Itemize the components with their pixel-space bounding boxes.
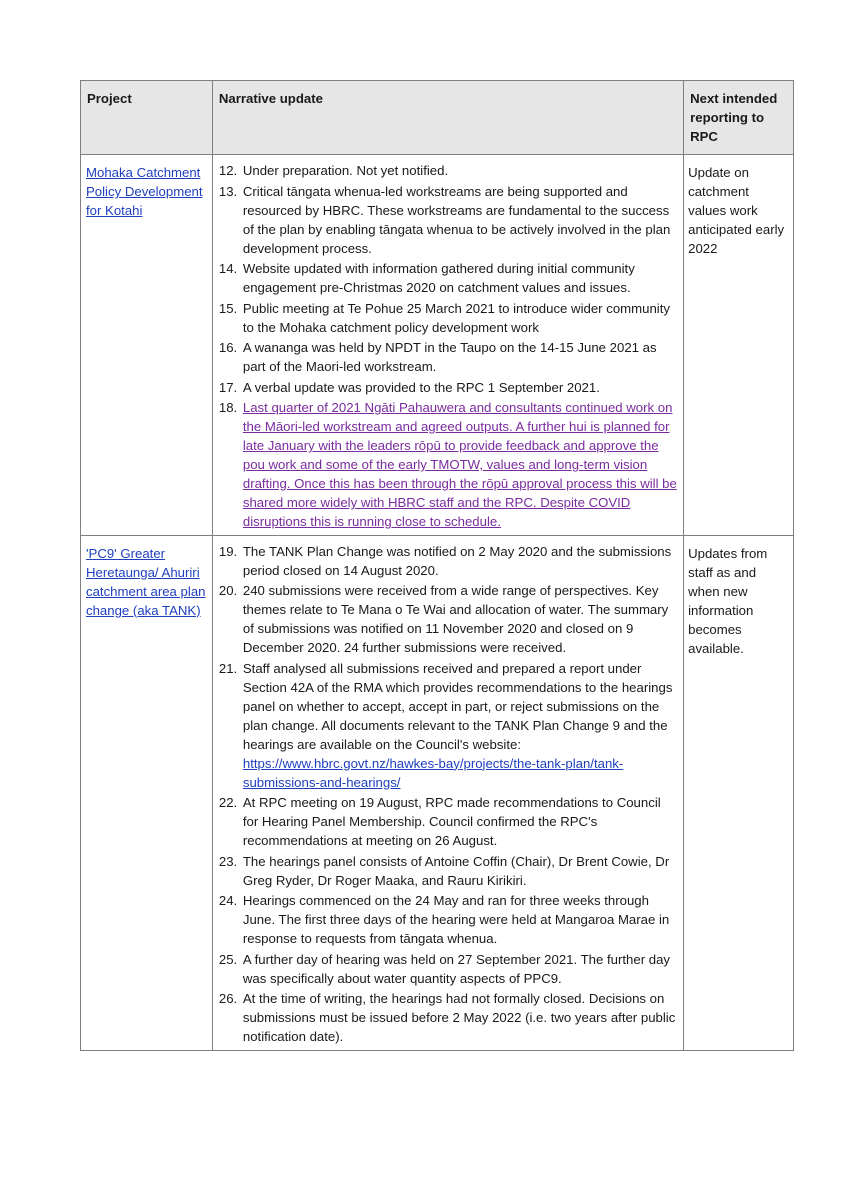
item-number: 16.	[218, 340, 238, 355]
list-item	[216, 542, 677, 580]
list-item	[216, 259, 677, 297]
list-item	[216, 378, 677, 397]
project-update-table	[80, 80, 794, 1051]
list-item	[216, 950, 677, 988]
item-number: 19.	[218, 543, 238, 559]
item-number: 20.	[218, 583, 238, 598]
item-number: 17.	[218, 379, 238, 395]
item-number: 22.	[218, 795, 238, 810]
list-item	[216, 581, 677, 657]
list-item	[216, 989, 677, 1046]
list-item	[216, 299, 677, 337]
list-item	[216, 161, 677, 180]
item-number: 18.	[218, 400, 238, 415]
item-text: A further day of hearing was held on 27 September 2021. The further day was specifically about water quantity aspects of PPC9.	[242, 951, 671, 986]
list-item	[216, 852, 677, 890]
narrative-cell	[212, 535, 683, 1050]
project-cell	[81, 535, 213, 1050]
table-header-row	[81, 81, 794, 155]
item-number: 15.	[218, 300, 238, 316]
item-text: At the time of writing, the hearings had not formally closed. Decisions on submissions must be issued before 2 May 2022 (i.e. two years after public notification date).	[242, 991, 676, 1044]
item-text: The hearings panel consists of Antoine Coffin (Chair), Dr Brent Cowie, Dr Greg Ryder, Dr Roger Maaka, and Rauru Kirikiri.	[242, 853, 670, 888]
narrative-list	[216, 542, 677, 1047]
item-number: 21.	[218, 660, 238, 676]
item-number: 26.	[218, 991, 238, 1006]
item-text: Hearings commenced on the 24 May and ran for three weeks through June. The first three days of the hearing were held at Mangaroa Marae in response to requests from tāngata whenua.	[242, 893, 670, 946]
item-text-with-link	[243, 659, 677, 792]
list-item	[216, 793, 677, 850]
item-text: Website updated with information gathered during initial community engagement pre-Christmas 2020 on catchment values and issues.	[242, 261, 635, 295]
table-row-mohaka	[81, 155, 794, 536]
item-number: 24.	[218, 893, 238, 908]
item-text: The TANK Plan Change was notified on 2 May 2020 and the submissions period closed on 14 August 2020.	[242, 543, 672, 578]
item-text: A wananga was held by NPDT in the Taupo on the 14-15 June 2021 as part of the Maori-led workstream.	[242, 340, 657, 374]
project-link-mohaka[interactable]: Mohaka Catchment Policy Development for Kotahi	[86, 165, 203, 218]
item-text: At RPC meeting on 19 August, RPC made recommendations to Council for Hearing Panel Membership. Council confirmed the RPC's recommendations at meeting on 26 August.	[242, 795, 661, 848]
item-text: Under preparation. Not yet notified.	[242, 163, 449, 178]
item-text: A verbal update was provided to the RPC 1 September 2021.	[242, 379, 600, 395]
narrative-list	[216, 161, 677, 531]
header-project: Project	[81, 81, 213, 155]
item-text: 240 submissions were received from a wide range of perspectives. Key themes relate to Te Mana o Te Wai and allocation of water. The summary of submissions was notified on 11 November 2020 and closed on 9 December 2020. 24 further submissions were received.	[242, 583, 669, 655]
header-next-reporting: Next intended reporting to RPC	[684, 81, 794, 155]
item-number: 25.	[218, 951, 238, 967]
list-item	[216, 182, 677, 258]
item-number: 23.	[218, 853, 238, 869]
item-text: Critical tāngata whenua-led workstreams are being supported and resourced by HBRC. These workstreams are fundamental to the success of the plan by enabling tāngata whenua to be actively involved in the plan development process.	[242, 183, 671, 256]
table-row-tank	[81, 535, 794, 1050]
item-text: Public meeting at Te Pohue 25 March 2021 to introduce wider community to the Mohaka catchment policy development work	[242, 300, 670, 335]
list-item	[216, 891, 677, 948]
next-reporting-cell: Update on catchment values work anticipated early 2022	[684, 155, 794, 536]
item-number: 12.	[218, 163, 238, 178]
project-link-tank[interactable]: 'PC9' Greater Heretaunga/ Ahuriri catchment area plan change (aka TANK)	[86, 545, 206, 618]
list-item	[216, 338, 677, 376]
tank-hearings-url-link[interactable]: https://www.hbrc.govt.nz/hawkes-bay/projects/the-tank-plan/tank-submissions-and-hearings/	[242, 755, 624, 790]
item-text: Staff analysed all submissions received and prepared a report under Section 42A of the RMA which provides recommendations to the hearings panel on whether to accept, accept in part, or reject submissions on the plan change. All documents relevant to the TANK Plan Change 9 and the hearings are available on the Council's website:	[242, 660, 673, 752]
next-reporting-cell: Updates from staff as and when new information becomes available.	[684, 535, 794, 1050]
item-number: 13.	[218, 183, 238, 199]
list-item	[216, 659, 677, 792]
header-narrative: Narrative update	[212, 81, 683, 155]
list-item	[216, 398, 677, 531]
project-cell	[81, 155, 213, 536]
item-text-tracked-change: Last quarter of 2021 Ngāti Pahauwera and consultants continued work on the Māori-led workstream and agreed outputs. A further hui is planned for late January with the leaders rōpū to provide feedback and approve the pou work and some of the early TMOTW, values and long-term vision drafting. Once this has been through the rōpū approval process this will be shared more widely with HBRC staff and the RPC. Despite COVID disruptions this is running close to schedule.	[242, 400, 677, 529]
item-number: 14.	[218, 261, 238, 276]
narrative-cell	[212, 155, 683, 536]
